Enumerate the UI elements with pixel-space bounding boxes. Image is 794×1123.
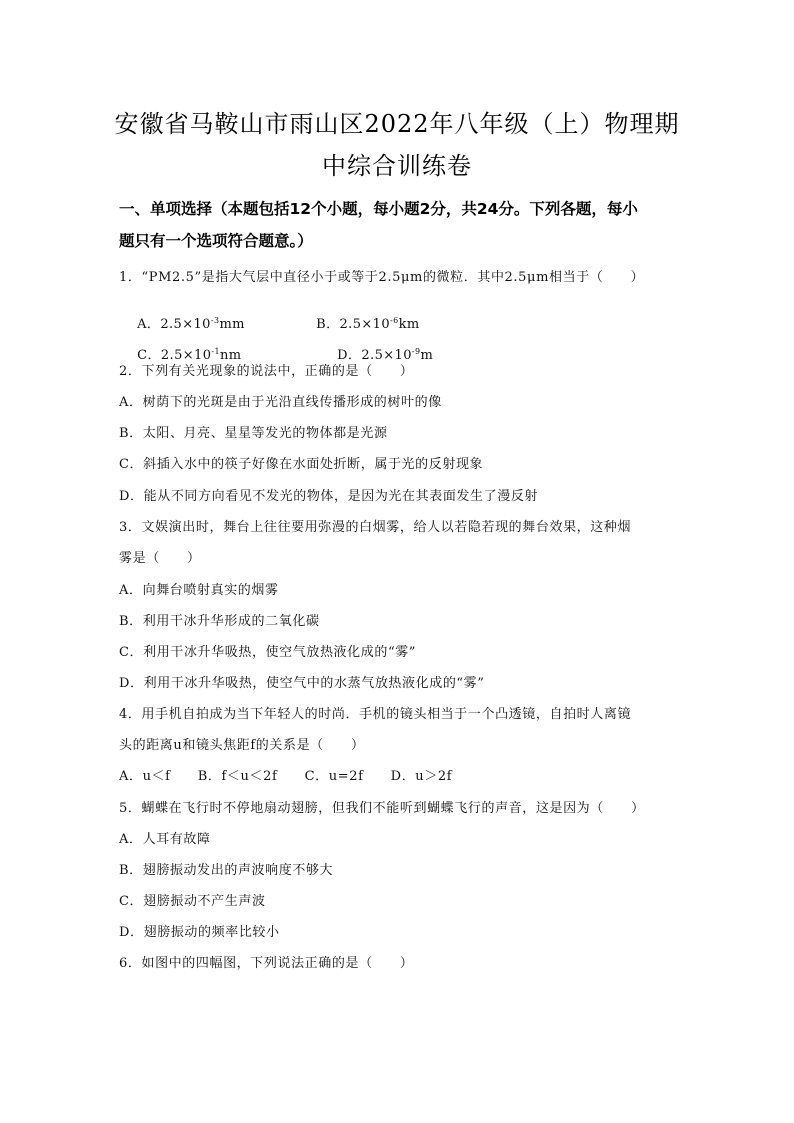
q3-option-c: C．利用干冰升华吸热，使空气放热液化成的“雾” xyxy=(119,645,417,660)
q5-stem: 5．蝴蝶在飞行时不停地扇动翅膀，但我们不能听到蝴蝶飞行的声音，这是因为（ ） xyxy=(119,801,645,816)
q1-option-a-exponent: -3 xyxy=(210,316,220,325)
q2-stem: 2．下列有关光现象的说法中，正确的是（ ） xyxy=(119,364,414,379)
q1-option-b-unit: km xyxy=(398,317,420,332)
q1-option-d-exponent: -9 xyxy=(411,347,421,356)
q2-option-b: B．太阳、月亮、星星等发光的物体都是光源 xyxy=(119,426,388,441)
q2-option-a: A．树荫下的光斑是由于光沿直线传播形成的树叶的像 xyxy=(119,395,442,410)
q1-stem: 1．“PM2.5”是指大气层中直径小于或等于2.5μm的微粒．其中2.5μm相当于（ ） xyxy=(119,270,645,285)
q1-option-d-base: D．2.5×10 xyxy=(337,348,412,363)
section-heading-line-1: 一、单项选择（本题包括12个小题，每小题2分，共24分。下列各题，每小 xyxy=(119,200,638,218)
q6-stem: 6．如图中的四幅图，下列说法正确的是（ ） xyxy=(119,956,414,971)
q1-option-c-unit: nm xyxy=(220,348,242,363)
q1-option-a-unit: mm xyxy=(219,317,245,332)
q3-option-a: A．向舞台喷射真实的烟雾 xyxy=(119,583,279,598)
q2-option-c: C．斜插入水中的筷子好像在水面处折断，属于光的反射现象 xyxy=(119,457,484,472)
q1-option-c-exponent: -1 xyxy=(211,347,220,356)
q3-option-d: D．利用干冰升华吸热，使空气中的水蒸气放热液化成的“雾” xyxy=(119,676,485,691)
q5-option-c: C．翅膀振动不产生声波 xyxy=(119,894,266,909)
q3-stem-line-1: 3．文娱演出时，舞台上往往要用弥漫的白烟雾，给人以若隐若现的舞台效果，这种烟 xyxy=(119,520,632,535)
exam-title-line-1: 安徽省马鞍山市雨山区2022年八年级（上）物理期 xyxy=(114,110,680,138)
q2-option-d: D．能从不同方向看见不发光的物体，是因为光在其表面发生了漫反射 xyxy=(119,489,539,504)
q1-option-a-base: A．2.5×10 xyxy=(137,317,211,332)
q1-option-b-base: B．2.5×10 xyxy=(316,317,391,332)
q1-option-b-exponent: -6 xyxy=(390,316,399,325)
q1-option-c-base: C．2.5×10 xyxy=(137,348,212,363)
q1-option-d-unit: m xyxy=(420,348,434,363)
q5-option-b: B．翅膀振动发出的声波响度不够大 xyxy=(119,863,334,878)
q4-options: A．u＜f B．f＜u＜2f C．u=2f D．u＞2f xyxy=(119,769,453,784)
q5-option-d: D．翅膀振动的频率比较小 xyxy=(119,925,280,940)
q3-stem-line-2: 雾是（ ） xyxy=(119,551,201,566)
section-heading-line-2: 题只有一个选项符合题意。） xyxy=(119,232,313,250)
q4-stem-line-1: 4．用手机自拍成为当下年轻人的时尚．手机的镜头相当于一个凸透镜，自拍时人离镜 xyxy=(119,707,632,722)
q4-stem-line-2: 头的距离u和镜头焦距f的关系是（ ） xyxy=(119,738,365,753)
q3-option-b: B．利用干冰升华形成的二氧化碳 xyxy=(119,614,320,629)
exam-title-line-2: 中综合训练卷 xyxy=(322,152,472,180)
q5-option-a: A．人耳有故障 xyxy=(119,832,211,847)
